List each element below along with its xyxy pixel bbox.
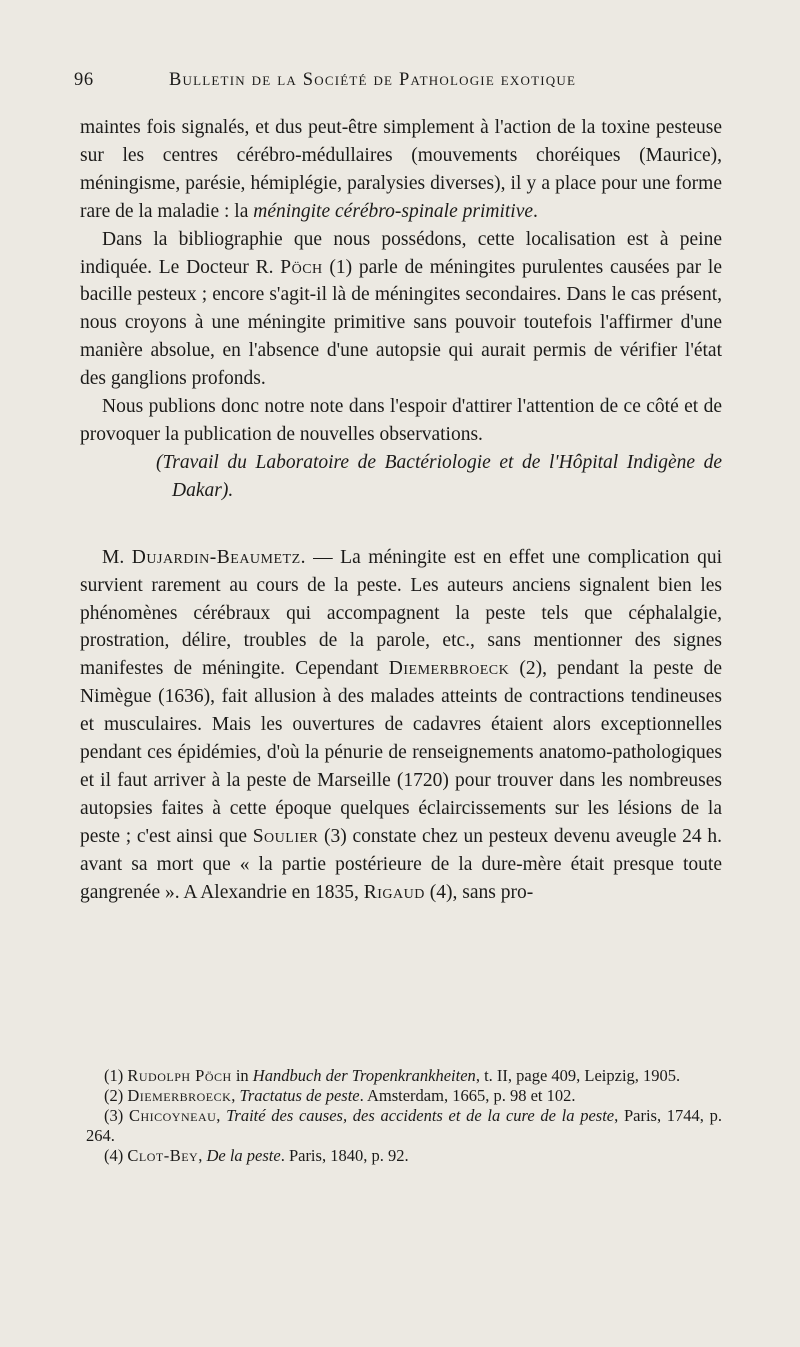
footnote-number: (2) <box>104 1085 128 1105</box>
author-name: Soulier <box>252 825 319 847</box>
footnote-number: (4) <box>104 1145 128 1165</box>
footnote <box>86 1146 722 1166</box>
footnote-author: Chicoyneau <box>128 1105 217 1125</box>
footnotes <box>86 1066 722 1166</box>
footnote <box>86 1086 722 1106</box>
footnote <box>86 1066 722 1086</box>
page-number: 96 <box>74 70 94 90</box>
text-run: (1) parle de méningites purulentes causées par le bacille pesteux ; encore s'agit-il là de méningites secondaires. Dans le cas présent, nous croyons à une méningite primitive sans pouvoir toutefois l'affirmer d'une manière absolue, en l'absence d'une autopsie qui aurait permis de vérifier l'état des ganglions profonds. <box>80 256 722 390</box>
author-name: Diemerbroeck <box>388 658 510 680</box>
text-run: (2), pendant la peste de Nimègue (1636), fait allusion à des malades atteints de contractions tendineuses et musculaires. Mais les ouvertures de cadavres étaient alors exceptionnelles pendant ces épidémies, d'où la pénurie de renseignements anatomo-pathologiques et il faut arriver à la peste de Marseille (1720) pour trouver dans les nombreuses autopsies faites à cette époque quelques éclaircissements sur les lésions de la peste ; c'est ainsi que <box>80 658 722 847</box>
text-run: , <box>198 1145 207 1165</box>
text-run: M. <box>102 546 132 568</box>
section-spacer <box>80 505 722 544</box>
text-run: (4), sans pro- <box>424 881 534 903</box>
text-run: maintes fois signalés, et dus peut-être simplement à l'action de la toxine pesteuse sur les centres cérébro-médullaires (mouvements choréiques (Maurice), méningisme, parésie, hémiplégie, paralysies diverses), il y a place pour une forme rare de la maladie : la <box>80 117 722 222</box>
footnote-number: (1) <box>104 1066 128 1085</box>
text-run: , <box>231 1085 240 1105</box>
speaker-name: Dujardin-Beaumetz <box>131 546 301 568</box>
author-name: Rigaud <box>363 881 425 903</box>
paragraph-continuation <box>80 114 722 226</box>
text-run: . — La méningite est en effet une complication qui survient rarement au cours de la peste. Les auteurs anciens signalent bien les phénomènes cérébraux qui accompagnent la peste tels que céphalalgie, prostration, délire, troubles de la parole, etc., sans mentionner des signes manifestes de méningite. Cependant <box>80 546 723 680</box>
footnote <box>86 1106 722 1146</box>
running-header <box>74 70 734 91</box>
paragraph-bibliography <box>80 226 722 393</box>
paragraph-discussion <box>80 544 722 907</box>
footnote-author: Clot-Bey <box>127 1145 199 1165</box>
footnote-title: Traité des causes, des accidents et de la cure de la peste <box>226 1105 615 1125</box>
footnote-author: Diemerbroeck <box>127 1085 232 1105</box>
text-run: . Paris, 1840, p. 92. <box>280 1145 409 1165</box>
paragraph-conclusion: Nous publions donc notre note dans l'espoir d'attirer l'attention de ce côté et de provoquer la publication de nouvelles observations. <box>80 396 722 445</box>
text-run: . <box>533 200 538 222</box>
footnote-title: De la peste <box>206 1145 281 1165</box>
footnote-number: (3) <box>104 1105 129 1125</box>
text-run: , t. II, page 409, Leipzig, 1905. <box>475 1066 681 1085</box>
laboratory-credit: (Travail du Laboratoire de Bactériologie et de l'Hôpital Indigène de Dakar). <box>156 451 722 501</box>
footnote-title: Handbuch der Tropenkrankheiten <box>252 1066 476 1085</box>
footnote-title: Tractatus de peste <box>239 1085 360 1105</box>
text-run: , Paris, 1744, p. 264. <box>86 1105 723 1145</box>
footnote-author: Rudolph Pöch <box>127 1066 232 1085</box>
main-text <box>80 114 722 906</box>
text-run: (3) constate chez un pesteux devenu aveugle 24 h. avant sa mort que « la partie postérieure de la dure-mère était presque toute gangrenée ». A Alexandrie en 1835, <box>80 825 722 903</box>
text-run: in <box>231 1066 253 1085</box>
journal-title: Bulletin de la Société de Pathologie exotique <box>169 70 577 90</box>
text-run: , <box>216 1105 227 1125</box>
emphasis-term: méningite cérébro-spinale primitive <box>253 200 534 222</box>
text-run: . Amsterdam, 1665, p. 98 et 102. <box>359 1085 576 1105</box>
text-run: Dans la bibliographie que nous possédons, cette localisation est à peine indiquée. Le Docteur R. <box>80 228 722 278</box>
author-name: Pöch <box>280 256 323 278</box>
